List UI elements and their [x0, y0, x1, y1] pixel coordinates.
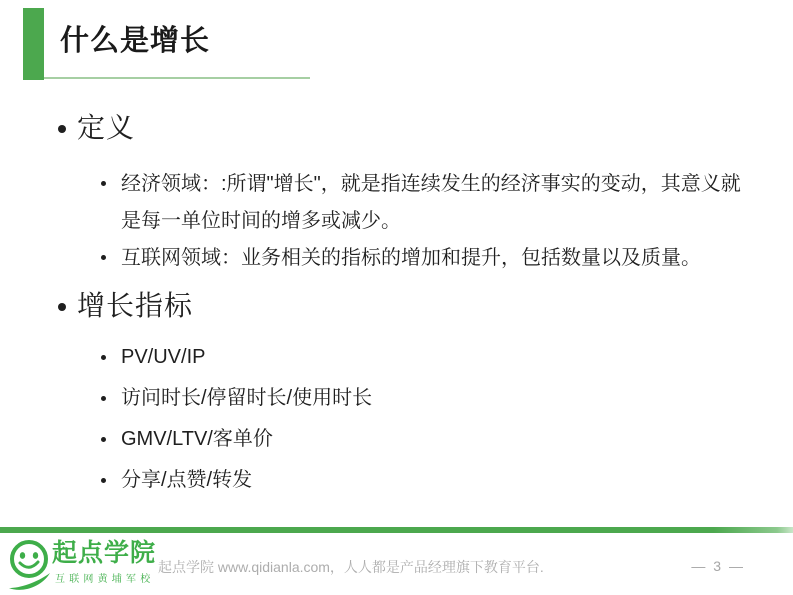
list-item	[101, 467, 252, 494]
list-item	[101, 385, 372, 412]
logo-text-block	[52, 539, 156, 585]
section-heading-text: 定义	[77, 112, 136, 143]
qidian-logo	[8, 536, 168, 594]
page-title: 什么是增长	[60, 25, 211, 57]
bullet-icon	[101, 181, 106, 186]
bullet-icon	[101, 355, 106, 360]
footer-text: 起点学院 www.qidianla.com，人人都是产品经理旗下教育平台.	[158, 559, 544, 575]
page-number: — 3 —	[691, 558, 745, 574]
bullet-icon	[101, 396, 106, 401]
section-heading-definition	[58, 110, 135, 146]
logo-tagline: 互联网黄埔军校	[55, 574, 155, 585]
list-item	[101, 426, 273, 453]
bullet-icon	[101, 478, 106, 483]
bullet-icon	[58, 303, 66, 311]
footer-divider	[0, 527, 793, 533]
section-heading-metrics	[58, 288, 193, 324]
bullet-icon	[58, 125, 66, 133]
bullet-icon	[101, 437, 106, 442]
list-item-text: 访问时长/停留时长/使用时长	[121, 387, 373, 409]
list-item-text: GMV/LTV/客单价	[121, 428, 273, 450]
list-item-text: 互联网领域：业务相关的指标的增加和提升，包括数量以及质量。	[121, 247, 701, 269]
title-accent-bar	[23, 8, 44, 80]
logo-name: 起点学院	[52, 539, 157, 567]
list-item-text: PV/UV/IP	[121, 346, 206, 368]
list-item-text: 分享/点赞/转发	[121, 469, 253, 491]
list-item	[101, 344, 205, 371]
list-item	[101, 240, 743, 277]
bullet-icon	[101, 255, 106, 260]
list-item	[101, 166, 743, 240]
qidian-smiley-logo-icon	[8, 536, 58, 594]
list-item-text: 经济领域：:所谓"增长"，就是指连续发生的经济事实的变动，其意义就是每一单位时间的增多或减少。	[121, 173, 741, 232]
section-heading-text: 增长指标	[77, 290, 194, 321]
title-underline	[44, 77, 310, 79]
